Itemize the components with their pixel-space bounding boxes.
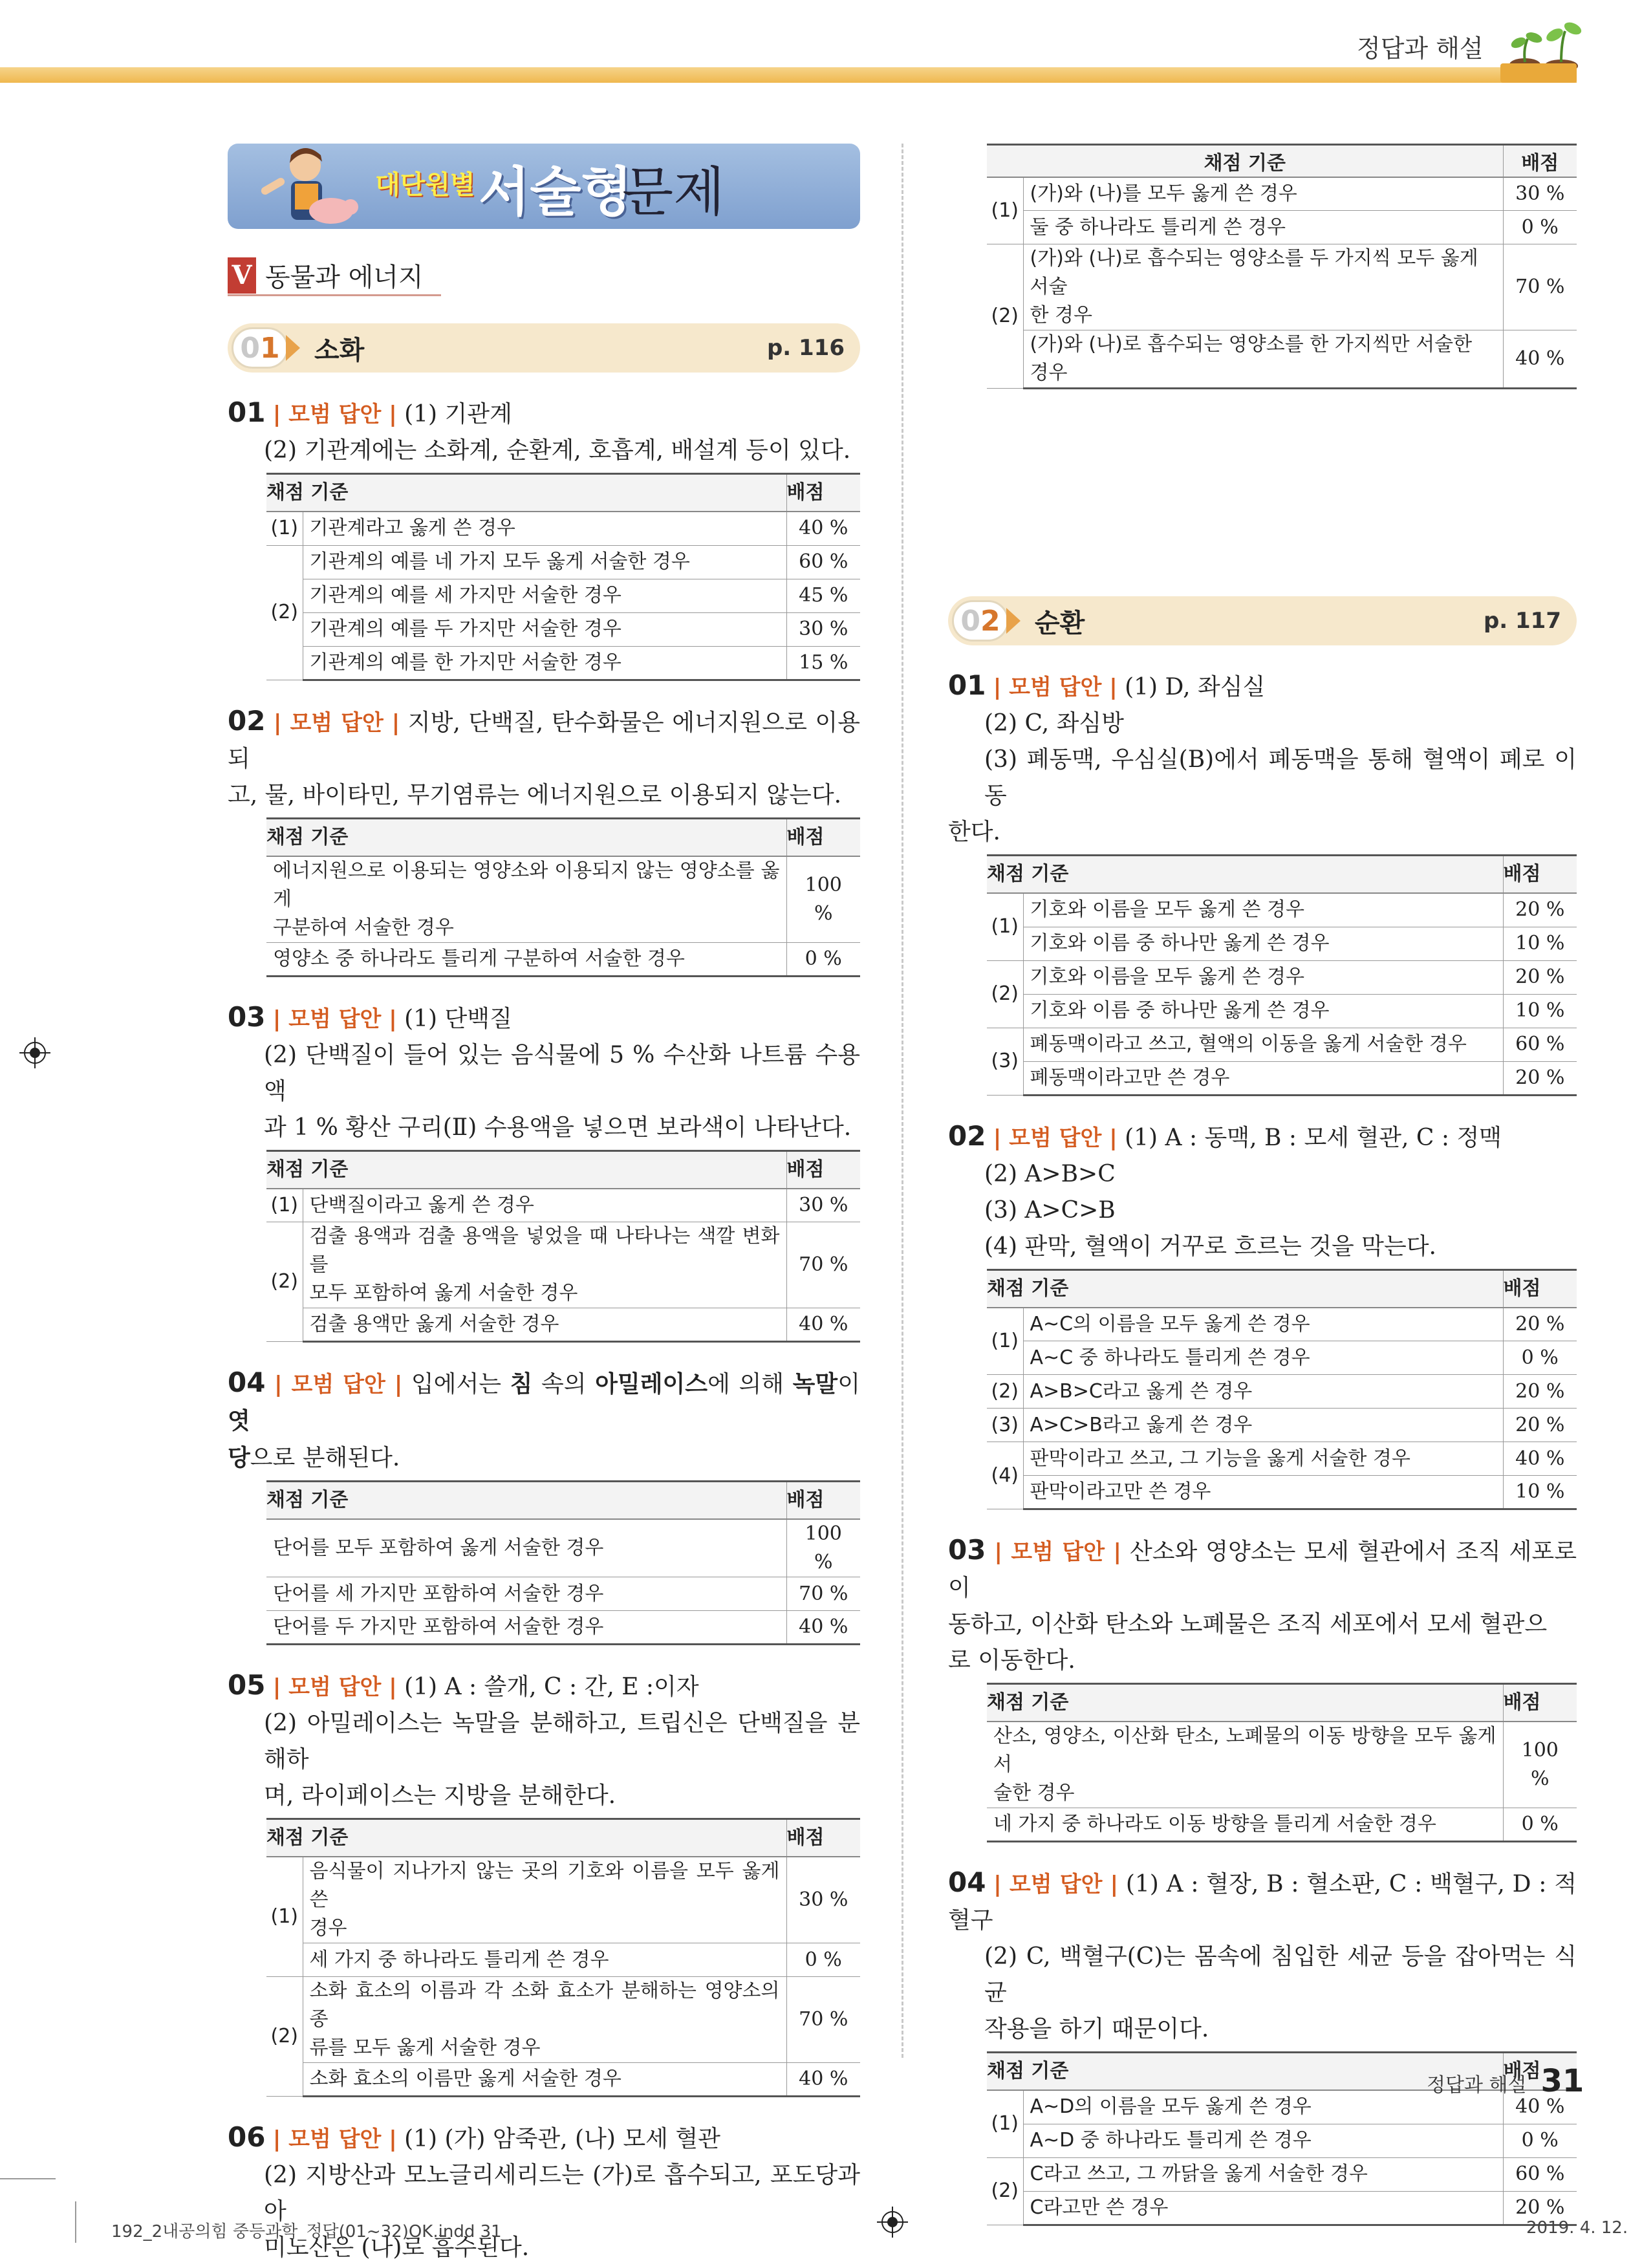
table-cell: (1) (987, 2090, 1023, 2157)
character-illustration (254, 144, 363, 229)
table-cell: 20 % (1503, 2191, 1577, 2225)
unit-roman: V (228, 257, 256, 294)
table-cell: 10 % (1503, 927, 1577, 960)
table-row (266, 512, 860, 545)
question-02: 02 | 모범 답안 | (1) A : 동맥, B : 모세 혈관, C : 정맥 (2) A>B>C (3) A>C>B (4) 판막, 혈액이 거꾸로 흐르는 것을 막는다. 채점 기준 배점 (1) A~C의 이름을 모두 옳게 쓴 경우 20 % A~C 중 하나라도 틀리게 쓴 경우 0 % (2) A>B>C라고 옳게 쓴 경우 20 % (3) A>C>B라고 옳게 쓴 경우 20 % (4) 판막이라고 쓰고, 그 기능을 옳게 서술한 경우 40 % 판막이라고만 쓴 경우 10 % (948, 1118, 1577, 1511)
answer-text: 과 1 % 황산 구리(Ⅱ) 수용액을 넣으면 보라색이 나타난다. (264, 1114, 852, 1141)
table-cell: 20 % (1503, 1061, 1577, 1095)
table-row (266, 942, 860, 976)
table-cell: 40 % (1503, 330, 1577, 389)
question-number: 02 (948, 1119, 986, 1152)
table-cell: 배점 (1503, 1684, 1577, 1722)
table-cell: (가)와 (나)를 모두 옳게 쓴 경우 (1023, 177, 1503, 211)
banner-title-strong: 서술형 (479, 162, 632, 223)
table-cell: 판막이라고만 쓴 경우 (1023, 1476, 1503, 1509)
answer-text: 지방, 단백질, 탄수화물은 에너지원으로 이용되 (228, 709, 860, 772)
table-cell: 채점 기준 (987, 1269, 1503, 1308)
table-cell: 산소, 영양소, 이산화 탄소, 노폐물의 이동 방향을 모두 옳게 서 술한 경우 (987, 1722, 1503, 1808)
question-03: 03 | 모범 답안 | 산소와 영양소는 모세 혈관에서 조직 세포로 이 동하고, 이산화 탄소와 노폐물은 조직 세포에서 모세 혈관으 로 이동한다. 채점 기준 배점 산소, 영양소, 이산화 탄소, 노폐물의 이동 방향을 모두 옳게 서 술한 경우 100 % 네 가지 중 하나라도 이동 방향을 틀리게 서술한 경우 0 % (948, 1532, 1577, 1842)
registration-mark-icon (877, 2207, 908, 2238)
table-row (266, 1857, 860, 1943)
table-cell: 검출 용액만 옳게 서술한 경우 (303, 1308, 786, 1342)
table-row (266, 1577, 860, 1611)
table-cell: (1) (266, 1189, 303, 1222)
table-cell: 40 % (786, 1611, 860, 1645)
table-row (987, 2157, 1577, 2191)
table-row (987, 1409, 1577, 1442)
table-row (266, 1222, 860, 1308)
table-cell: 채점 기준 (987, 2053, 1503, 2091)
header-title: 정답과 해설 (1357, 34, 1484, 63)
left-column (228, 144, 860, 2266)
section-number: 0 1 (232, 327, 288, 369)
table-cell: (1) (266, 512, 303, 545)
answer-label: | 모범 답안 | (272, 1674, 397, 1700)
table-cell: 0 % (1503, 1808, 1577, 1842)
table-cell: (1) (987, 177, 1023, 244)
table-cell: 기호와 이름 중 하나만 옳게 쓴 경우 (1023, 994, 1503, 1028)
table-cell: 100 % (786, 1519, 860, 1577)
scoring-table (987, 1683, 1577, 1842)
registration-mark-icon (19, 1037, 50, 1068)
unit-title: 동물과 에너지 (265, 263, 424, 292)
table-row (987, 330, 1577, 389)
table-cell: 에너지원으로 이용되는 영양소와 이용되지 않는 영양소를 옳게 구분하여 서술한 경우 (266, 856, 786, 943)
crop-mark (0, 2178, 56, 2179)
table-row (987, 2124, 1577, 2157)
table-cell: 폐동맥이라고 쓰고, 혈액의 이동을 옳게 서술한 경우 (1023, 1028, 1503, 1061)
section-page: p. 116 (766, 335, 845, 361)
table-cell: 둘 중 하나라도 틀리게 쓴 경우 (1023, 211, 1503, 244)
table-cell: 단어를 모두 포함하여 옳게 서술한 경우 (266, 1519, 786, 1577)
table-row (987, 145, 1577, 177)
table-row (987, 1442, 1577, 1476)
table-cell: A~D 중 하나라도 틀리게 쓴 경우 (1023, 2124, 1503, 2157)
question-01 (228, 394, 860, 681)
scoring-table (987, 1269, 1577, 1511)
table-cell: 기관계의 예를 세 가지만 서술한 경우 (303, 579, 786, 612)
table-cell: A~C 중 하나라도 틀리게 쓴 경우 (1023, 1341, 1503, 1375)
question-number: 05 (228, 1669, 266, 1701)
question-number: 01 (228, 396, 266, 428)
table-cell: 소화 효소의 이름과 각 소화 효소가 분해하는 영양소의 종 류를 모두 옳게 서술한 경우 (303, 1977, 786, 2063)
question-06: 06 | 모범 답안 | (1) (가) 암죽관, (나) 모세 혈관 (2) 지방산과 모노글리세리드는 (가)로 흡수되고, 포도당과 아 미노산은 (나)로 흡수된다. (228, 2121, 860, 2261)
table-row (987, 1684, 1577, 1722)
question-01: 01 | 모범 답안 | (1) D, 좌심실 (2) C, 좌심방 (3) 폐동맥, 우심실(B)에서 폐동맥을 통해 혈액이 폐로 이동 한다. 채점 기준 배점 (1) 기호와 이름을 모두 옳게 쓴 경우 20 % 기호와 이름 중 하나만 옳게 쓴 경우 10 % (2) 기호와 이름을 모두 옳게 쓴 경우 20 % 기호와 이름 중 하나만 옳게 쓴 경우 10 % (3) 폐동맥이라고 쓰고, 혈액의 이동을 옳게 서술한 경우 60 % 폐동맥이라고만 쓴 경우 20 % (948, 667, 1577, 1096)
table-row (266, 646, 860, 680)
table-cell: 70 % (1503, 244, 1577, 330)
question-03 (228, 999, 860, 1343)
table-cell: 30 % (786, 1857, 860, 1943)
table-cell: 30 % (1503, 177, 1577, 211)
table-cell: 소화 효소의 이름만 옳게 서술한 경우 (303, 2063, 786, 2097)
table-row (266, 474, 860, 512)
table-row (266, 612, 860, 646)
table-row (987, 960, 1577, 994)
table-cell: A~D의 이름을 모두 옳게 쓴 경우 (1023, 2090, 1503, 2124)
table-cell: 10 % (1503, 1476, 1577, 1509)
answer-text: (2) 단백질이 들어 있는 음식물에 5 % 수산화 나트륨 수용액 (264, 1041, 860, 1105)
print-file-name: 192_2내공의힘 중등과학_정답(01~32)OK.indd 31 (111, 2222, 502, 2241)
table-cell: 40 % (1503, 2090, 1577, 2124)
table-cell: 영양소 중 하나라도 틀리게 구분하여 서술한 경우 (266, 942, 786, 976)
table-cell: (2) (987, 2157, 1023, 2225)
table-row (266, 545, 860, 579)
table-cell: 배점 (1503, 1269, 1577, 1308)
table-row (987, 994, 1577, 1028)
table-cell: 0 % (1503, 1341, 1577, 1375)
table-row (266, 1482, 860, 1520)
table-header: 채점 기준 (266, 474, 786, 512)
chapter-banner (228, 144, 860, 229)
table-cell: 채점 기준 (266, 1819, 786, 1857)
section-title: 순환 (1035, 608, 1085, 638)
question-number: 02 (228, 704, 266, 737)
table-cell: 20 % (1503, 893, 1577, 927)
table-cell: 검출 용액과 검출 용액을 넣었을 때 나타나는 색깔 변화를 모두 포함하여 옳게 서술한 경우 (303, 1222, 786, 1308)
table-cell: 세 가지 중 하나라도 틀리게 쓴 경우 (303, 1943, 786, 1977)
table-cell: 기관계의 예를 네 가지 모두 옳게 서술한 경우 (303, 545, 786, 579)
section-header (228, 323, 860, 373)
table-cell: 100 % (786, 856, 860, 943)
table-cell: (1) (987, 1308, 1023, 1375)
table-cell: 채점 기준 (266, 1150, 786, 1189)
table-cell: 60 % (786, 545, 860, 579)
banner-title: 문제 (622, 162, 725, 223)
table-cell: 0 % (1503, 211, 1577, 244)
table-row (987, 1061, 1577, 1095)
table-cell: 채점 기준 (266, 818, 786, 856)
table-row (987, 927, 1577, 960)
question-number: 01 (948, 669, 986, 701)
table-cell: 15 % (786, 646, 860, 680)
page-footer-label: 정답과 해설 (1427, 2074, 1527, 2097)
crop-mark (75, 2201, 76, 2243)
table-row (987, 1722, 1577, 1808)
table-row (987, 177, 1577, 211)
table-cell: 채점 기준 (987, 856, 1503, 894)
table-cell: 기호와 이름 중 하나만 옳게 쓴 경우 (1023, 927, 1503, 960)
page-number: 31 (1540, 2063, 1584, 2099)
answer-label: | 모범 답안 | (993, 1125, 1118, 1151)
scoring-table (987, 144, 1577, 389)
section-number: 0 2 (952, 600, 1009, 642)
table-cell: 배점 (786, 818, 860, 856)
table-cell: 20 % (1503, 960, 1577, 994)
question-number: 04 (228, 1366, 266, 1398)
page-footer (1427, 2063, 1584, 2099)
table-cell: 20 % (1503, 1308, 1577, 1341)
table-cell: 70 % (786, 1577, 860, 1611)
table-row (266, 818, 860, 856)
table-cell: 단어를 세 가지만 포함하여 서술한 경우 (266, 1577, 786, 1611)
table-row (266, 1819, 860, 1857)
answer-text: 고, 물, 바이타민, 무기염류는 에너지원으로 이용되지 않는다. (228, 781, 842, 808)
table-cell: 배점 (1503, 856, 1577, 894)
table-cell: A>C>B라고 옳게 쓴 경우 (1023, 1409, 1503, 1442)
scoring-table (987, 854, 1577, 1096)
table-cell: 60 % (1503, 1028, 1577, 1061)
right-column (948, 144, 1577, 2226)
table-cell: 기관계의 예를 두 가지만 서술한 경우 (303, 612, 786, 646)
answer-label: | 모범 답안 | (272, 402, 397, 427)
table-cell: 채점 기준 (987, 145, 1503, 177)
table-cell: (4) (987, 1442, 1023, 1509)
table-cell: 70 % (786, 1222, 860, 1308)
table-cell: 40 % (786, 512, 860, 545)
table-cell: A>B>C라고 옳게 쓴 경우 (1023, 1375, 1503, 1409)
scoring-table (266, 1480, 860, 1645)
table-cell: (2) (266, 1222, 303, 1342)
unit-heading (228, 256, 441, 296)
answer-label: | 모범 답안 | (274, 1372, 403, 1398)
table-row (987, 1476, 1577, 1509)
table-cell: 20 % (1503, 1409, 1577, 1442)
table-row (987, 1308, 1577, 1341)
table-cell: 단어를 두 가지만 포함하여 서술한 경우 (266, 1611, 786, 1645)
answer-text: (1) 단백질 (404, 1005, 512, 1032)
table-cell: (2) (987, 1375, 1023, 1409)
table-cell: 네 가지 중 하나라도 이동 방향을 틀리게 서술한 경우 (987, 1808, 1503, 1842)
table-cell: 기호와 이름을 모두 옳게 쓴 경우 (1023, 960, 1503, 994)
table-cell: 기관계의 예를 한 가지만 서술한 경우 (303, 646, 786, 680)
section-arrow-icon (286, 335, 300, 361)
scoring-table (266, 1818, 860, 2097)
table-cell: 배점 (1503, 145, 1577, 177)
scoring-table (266, 1150, 860, 1343)
table-cell: (1) (987, 893, 1023, 960)
table-cell: 40 % (1503, 1442, 1577, 1476)
table-row (266, 1519, 860, 1577)
banner-subtitle: 대단원별 (375, 170, 475, 200)
table-row (987, 893, 1577, 927)
table-cell: (2) (987, 960, 1023, 1028)
table-cell: (3) (987, 1409, 1023, 1442)
table-row (987, 1375, 1577, 1409)
table-cell: (1) (266, 1857, 303, 1977)
table-row (987, 1269, 1577, 1308)
column-divider (902, 144, 903, 2058)
table-row (266, 856, 860, 943)
question-number: 06 (228, 2121, 266, 2153)
table-row (987, 1028, 1577, 1061)
table-cell: 60 % (1503, 2157, 1577, 2191)
answer-text: (2) 기관계에는 소화계, 순환계, 호흡계, 배설계 등이 있다. (264, 437, 851, 464)
table-cell: 배점 (786, 1150, 860, 1189)
table-cell: 70 % (786, 1977, 860, 2063)
table-cell: 기호와 이름을 모두 옳게 쓴 경우 (1023, 893, 1503, 927)
table-row (266, 1611, 860, 1645)
table-row (266, 1943, 860, 1977)
table-cell: 45 % (786, 579, 860, 612)
table-row (266, 2063, 860, 2097)
table-cell: A~C의 이름을 모두 옳게 쓴 경우 (1023, 1308, 1503, 1341)
table-cell: 채점 기준 (987, 1684, 1503, 1722)
table-row (266, 1308, 860, 1342)
answer-label: | 모범 답안 | (993, 1872, 1119, 1897)
scoring-table (266, 817, 860, 977)
table-cell: C라고만 쓴 경우 (1023, 2191, 1503, 2225)
answer-label: | 모범 답안 | (994, 1539, 1121, 1565)
table-cell: 배점 (786, 1819, 860, 1857)
question-number: 03 (948, 1534, 986, 1566)
question-02 (228, 703, 860, 977)
table-row (987, 2191, 1577, 2225)
answer-label: | 모범 답안 | (272, 2126, 397, 2152)
table-cell: 30 % (786, 612, 860, 646)
answer-label: | 모범 답안 | (993, 675, 1118, 700)
section-arrow-icon (1006, 608, 1021, 634)
table-cell: (가)와 (나)로 흡수되는 영양소를 두 가지씩 모두 옳게 서술 한 경우 (1023, 244, 1503, 330)
question-05: 05 | 모범 답안 | (1) A : 쓸개, C : 간, E :이자 (2) 아밀레이스는 녹말을 분해하고, 트립신은 단백질을 분해하 며, 라이페이스는 지방을 분해한다. 채점 기준 배점 (1) 음식물이 지나가지 않는 곳의 기호와 이름을 모두 옳게 쓴 경우 30 % 세 가지 중 하나라도 틀리게 쓴 경우 0 % (2) 소화 효소의 이름과 각 소화 효소가 분해하는 영양소의 종 류를 모두 옳게 서술한 경우 70 % 소화 효소의 이름만 옳게 서술한 경우 40 % (228, 1667, 860, 2097)
print-date: 2019. 4. 12. (1526, 2218, 1628, 2238)
table-cell: 0 % (786, 1943, 860, 1977)
table-cell: (2) (987, 244, 1023, 389)
table-cell: 음식물이 지나가지 않는 곳의 기호와 이름을 모두 옳게 쓴 경우 (303, 1857, 786, 1943)
table-cell: 0 % (1503, 2124, 1577, 2157)
section-header (948, 596, 1577, 645)
table-cell: 40 % (786, 1308, 860, 1342)
table-row (987, 856, 1577, 894)
table-cell: (3) (987, 1028, 1023, 1095)
table-row (266, 579, 860, 612)
table-row (987, 244, 1577, 330)
answer-label: | 모범 답안 | (272, 1006, 397, 1032)
table-cell: 판막이라고 쓰고, 그 기능을 옳게 서술한 경우 (1023, 1442, 1503, 1476)
header-bar-end (1500, 63, 1577, 83)
table-row (987, 1341, 1577, 1375)
section-title: 소화 (314, 335, 365, 365)
question-number: 03 (228, 1000, 266, 1033)
question-04: 04 | 모범 답안 | 입에서는 침 속의 아밀레이스에 의해 녹말이 엿 당으로 분해된다. 채점 기준 배점 단어를 모두 포함하여 옳게 서술한 경우 100 % 단어를 세 가지만 포함하여 서술한 경우 70 % 단어를 두 가지만 포함하여 서술한 경우 40 % (228, 1365, 860, 1645)
question-04: 04 | 모범 답안 | (1) A : 혈장, B : 혈소판, C : 백혈구, D : 적혈구 (2) C, 백혈구(C)는 몸속에 침입한 세균 등을 잡아먹는 식균 작용을 하기 때문이다. 채점 기준 배점 (1) A~D의 이름을 모두 옳게 쓴 경우 40 % A~D 중 하나라도 틀리게 쓴 경우 0 % (2) C라고 쓰고, 그 까닭을 옳게 서술한 경우 60 % C라고만 쓴 경우 20 % (948, 1864, 1577, 2226)
answer-label: | 모범 답안 | (274, 709, 400, 736)
table-cell: (2) (266, 1977, 303, 2097)
table-row (266, 1189, 860, 1222)
table-cell: 배점 (1503, 2053, 1577, 2091)
table-row (987, 211, 1577, 244)
question-number: 04 (948, 1866, 986, 1898)
table-cell: 30 % (786, 1189, 860, 1222)
table-cell: C라고 쓰고, 그 까닭을 옳게 서술한 경우 (1023, 2157, 1503, 2191)
table-cell: 기관계라고 옳게 쓴 경우 (303, 512, 786, 545)
table-cell: 단백질이라고 옳게 쓴 경우 (303, 1189, 786, 1222)
table-cell: 10 % (1503, 994, 1577, 1028)
table-cell: 40 % (786, 2063, 860, 2097)
table-cell: 0 % (786, 942, 860, 976)
section-page: p. 117 (1483, 608, 1561, 634)
table-row (987, 1808, 1577, 1842)
table-header: 배점 (786, 474, 860, 512)
table-cell: (가)와 (나)로 흡수되는 영양소를 한 가지씩만 서술한 경우 (1023, 330, 1503, 389)
table-cell: (2) (266, 545, 303, 680)
table-cell: 20 % (1503, 1375, 1577, 1409)
table-row (266, 1150, 860, 1189)
table-cell: 배점 (786, 1482, 860, 1520)
table-cell: 채점 기준 (266, 1482, 786, 1520)
table-cell: 폐동맥이라고만 쓴 경우 (1023, 1061, 1503, 1095)
header-bar (0, 67, 1577, 83)
scoring-table (266, 473, 860, 681)
answer-text: (1) 기관계 (404, 401, 512, 427)
table-row (266, 1977, 860, 2063)
table-cell: 100 % (1503, 1722, 1577, 1808)
